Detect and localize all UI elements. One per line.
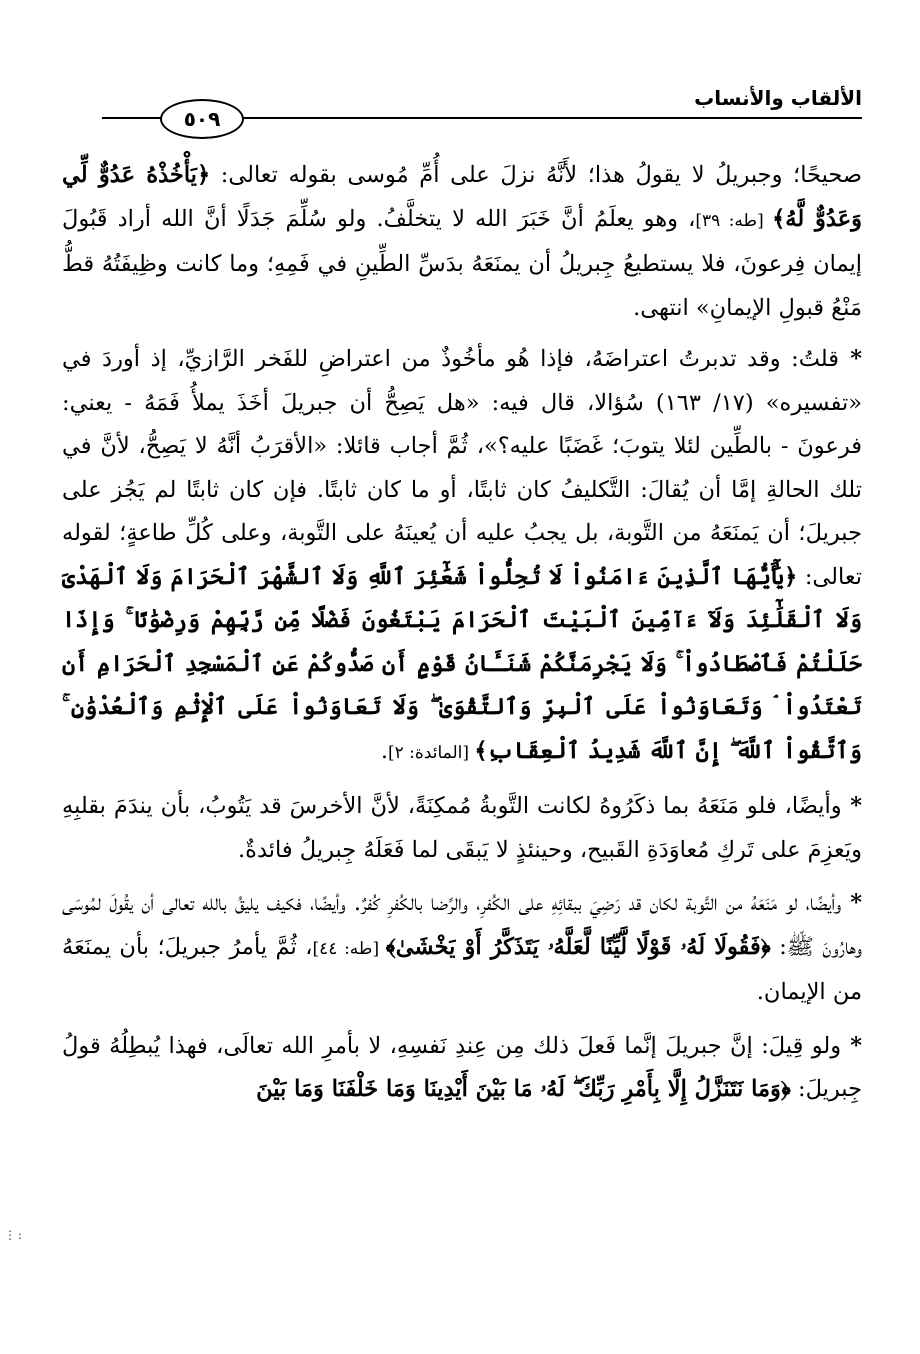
page-number: ٥٠٩ — [160, 99, 244, 139]
bullet-star: * — [841, 890, 862, 916]
paragraph-text: ولو قِيلَ: إنَّ جبريلَ إنَّما فَعلَ ذلك مِن عِندِ نَفسِهِ، لا بأمرِ الله تعالَى، فهذا يُبطِلُهُ قولُ جِبريلَ: — [62, 1032, 862, 1102]
running-title: الألقاب والأنساب — [694, 86, 862, 110]
quran-verse: ﴿وَمَا نَتَنَزَّلُ إِلَّا بِأَمْرِ رَبِّكَ ۖ لَهُۥ مَا بَيْنَ أَيْدِينَا وَمَا خَلْفَنَا وَمَا بَيْنَ — [256, 1076, 791, 1102]
paragraph-text: وأيضًا، لو مَنَعَهُ من التَّوبة لكان قد رَضِيَ ببقائِهِ على الكُفرِ، والرِّضا بالكُفرِ كُفرٌ. وأيضًا، فكيف يليقُ بالله تعالى أن يقُولَ لمُوسَى وهارُونَ ﷺ: — [62, 890, 862, 960]
paragraph-text: قلتُ: وقد تدبرتُ اعتراضَهُ، فإذا هُو مأخُوذٌ من اعتراضِ للفَخر الرَّازيِّ، إذ أوردَ في «تفسيره» (١٧/ ١٦٣) سُؤالا، قال فيه: «هل يَصِحُّ أن جبريلَ أخَذَ يملأُ فَمَهُ - يعني: فرعونَ - بالطِّين لئلا يتوبَ؛ غَضَبًا عليه؟»، ثُمَّ أجاب قائلا: «الأقرَبُ أنَّهُ لا يَصِحُّ، لأنَّ في تلك الحالةِ إمَّا أن يُقالَ: التَّكليفُ كان ثابتًا، أو ما كان ثابتًا. فإن كان ثابتًا لم يَجُز على جبريلَ؛ أن يَمنَعَهُ من التَّوبة، بل يجبُ عليه أن يُعينَهُ على التَّوبة، وعلى كُلِّ طاعةٍ؛ لقوله تعالى: — [62, 346, 862, 590]
paragraph — [62, 338, 862, 775]
quran-verse: ﴿يَٰٓأَيُّهَا ٱلَّذِينَ ءَامَنُواْ لَا تُحِلُّواْ شَعَٰٓئِرَ ٱللَّهِ وَلَا ٱلشَّهْرَ ٱلْحَرَامَ وَلَا ٱلْهَدْىَ وَلَا ٱلْقَلَٰٓئِدَ وَلَآ ءَآمِّينَ ٱلْبَيْتَ ٱلْحَرَامَ يَبْتَغُونَ فَضْلًا مِّن رَّبِّهِمْ وَرِضْوَٰنًا ۚ وَإِذَا حَلَلْتُمْ فَٱصْطَادُواْ ۚ وَلَا يَجْرِمَنَّكُمْ شَنَـَٔانُ قَوْمٍ أَن صَدُّوكُمْ عَنِ ٱلْمَسْجِدِ ٱلْحَرَامِ أَن تَعْتَدُواْ ۘ وَتَعَاوَنُواْ عَلَى ٱلْبِرِّ وَٱلتَّقْوَىٰ ۖ وَلَا تَعَاوَنُواْ عَلَى ٱلْإِثْمِ وَٱلْعُدْوَٰنِ ۚ وَٱتَّقُواْ ٱللَّهَ ۖ إِنَّ ٱللَّهَ شَدِيدُ ٱلْعِقَابِ﴾ — [62, 563, 862, 764]
paragraph-text: صحيحًا؛ وجبريلُ لا يقولُ هذا؛ لأَنَّهُ نزلَ على أُمِّ مُوسى بقوله تعالى: — [210, 162, 863, 188]
verse-reference: [طه: ٣٩] — [695, 210, 773, 231]
paragraph-text: . — [380, 737, 388, 764]
margin-mark: ⋮ : — [4, 1228, 21, 1242]
paragraph-text: وأيضًا، فلو مَنَعَهُ بما ذكَرُوهُ لكانت التَّوبةُ مُمكِنَةً، لأنَّ الأخرسَ قد يَتُوبُ، بأن يندَمَ بقلبِهِ ويَعزِمَ على تَركِ مُعاوَدَةِ القَبيح، وحينئذٍ لا يَبقَى لما فَعَلَهُ جِبريلُ فائدةٌ. — [62, 793, 862, 863]
paragraph — [62, 785, 862, 872]
body-text — [62, 154, 862, 1122]
bullet-star: * — [841, 1032, 862, 1059]
paragraph-text: ، وهو يعلَمُ أنَّ خَبَرَ الله لا يتخلَّفُ. ولو سُلِّمَ جَدَلًا أنَّ الله أراد قَبُولَ إيمان فِرعونَ، فلا يستطيعُ جِبريلُ أن يمنَعَهُ بدَسِّ الطِّينِ في فَمِهِ؛ وما كانت وظِيفَتُهُ قطُّ مَنْعُ قبولِ الإيمانِ» انتهى. — [62, 205, 862, 321]
paragraph — [62, 154, 862, 330]
quran-verse: ﴿فَقُولَا لَهُۥ قَوْلًا لَّيِّنًا لَّعَلَّهُۥ يَتَذَكَّرُ أَوْ يَخْشَىٰ﴾ — [385, 933, 771, 960]
bullet-star: * — [839, 346, 862, 372]
paragraph-text: ، ثُمَّ يأمرُ جبريلَ؛ بأن يمنَعَهُ من الإيمان. — [62, 933, 862, 1005]
quran-verse: ﴿يَأْخُذْهُ عَدُوٌّ لِّي وَعَدُوٌّ لَّهُ﴾ — [62, 162, 863, 232]
verse-reference: [المائدة: ٢] — [388, 742, 475, 763]
bullet-star: * — [841, 793, 862, 819]
paragraph — [62, 882, 862, 1015]
verse-reference: [طه: ٤٤] — [312, 938, 386, 959]
paragraph — [62, 1025, 862, 1112]
